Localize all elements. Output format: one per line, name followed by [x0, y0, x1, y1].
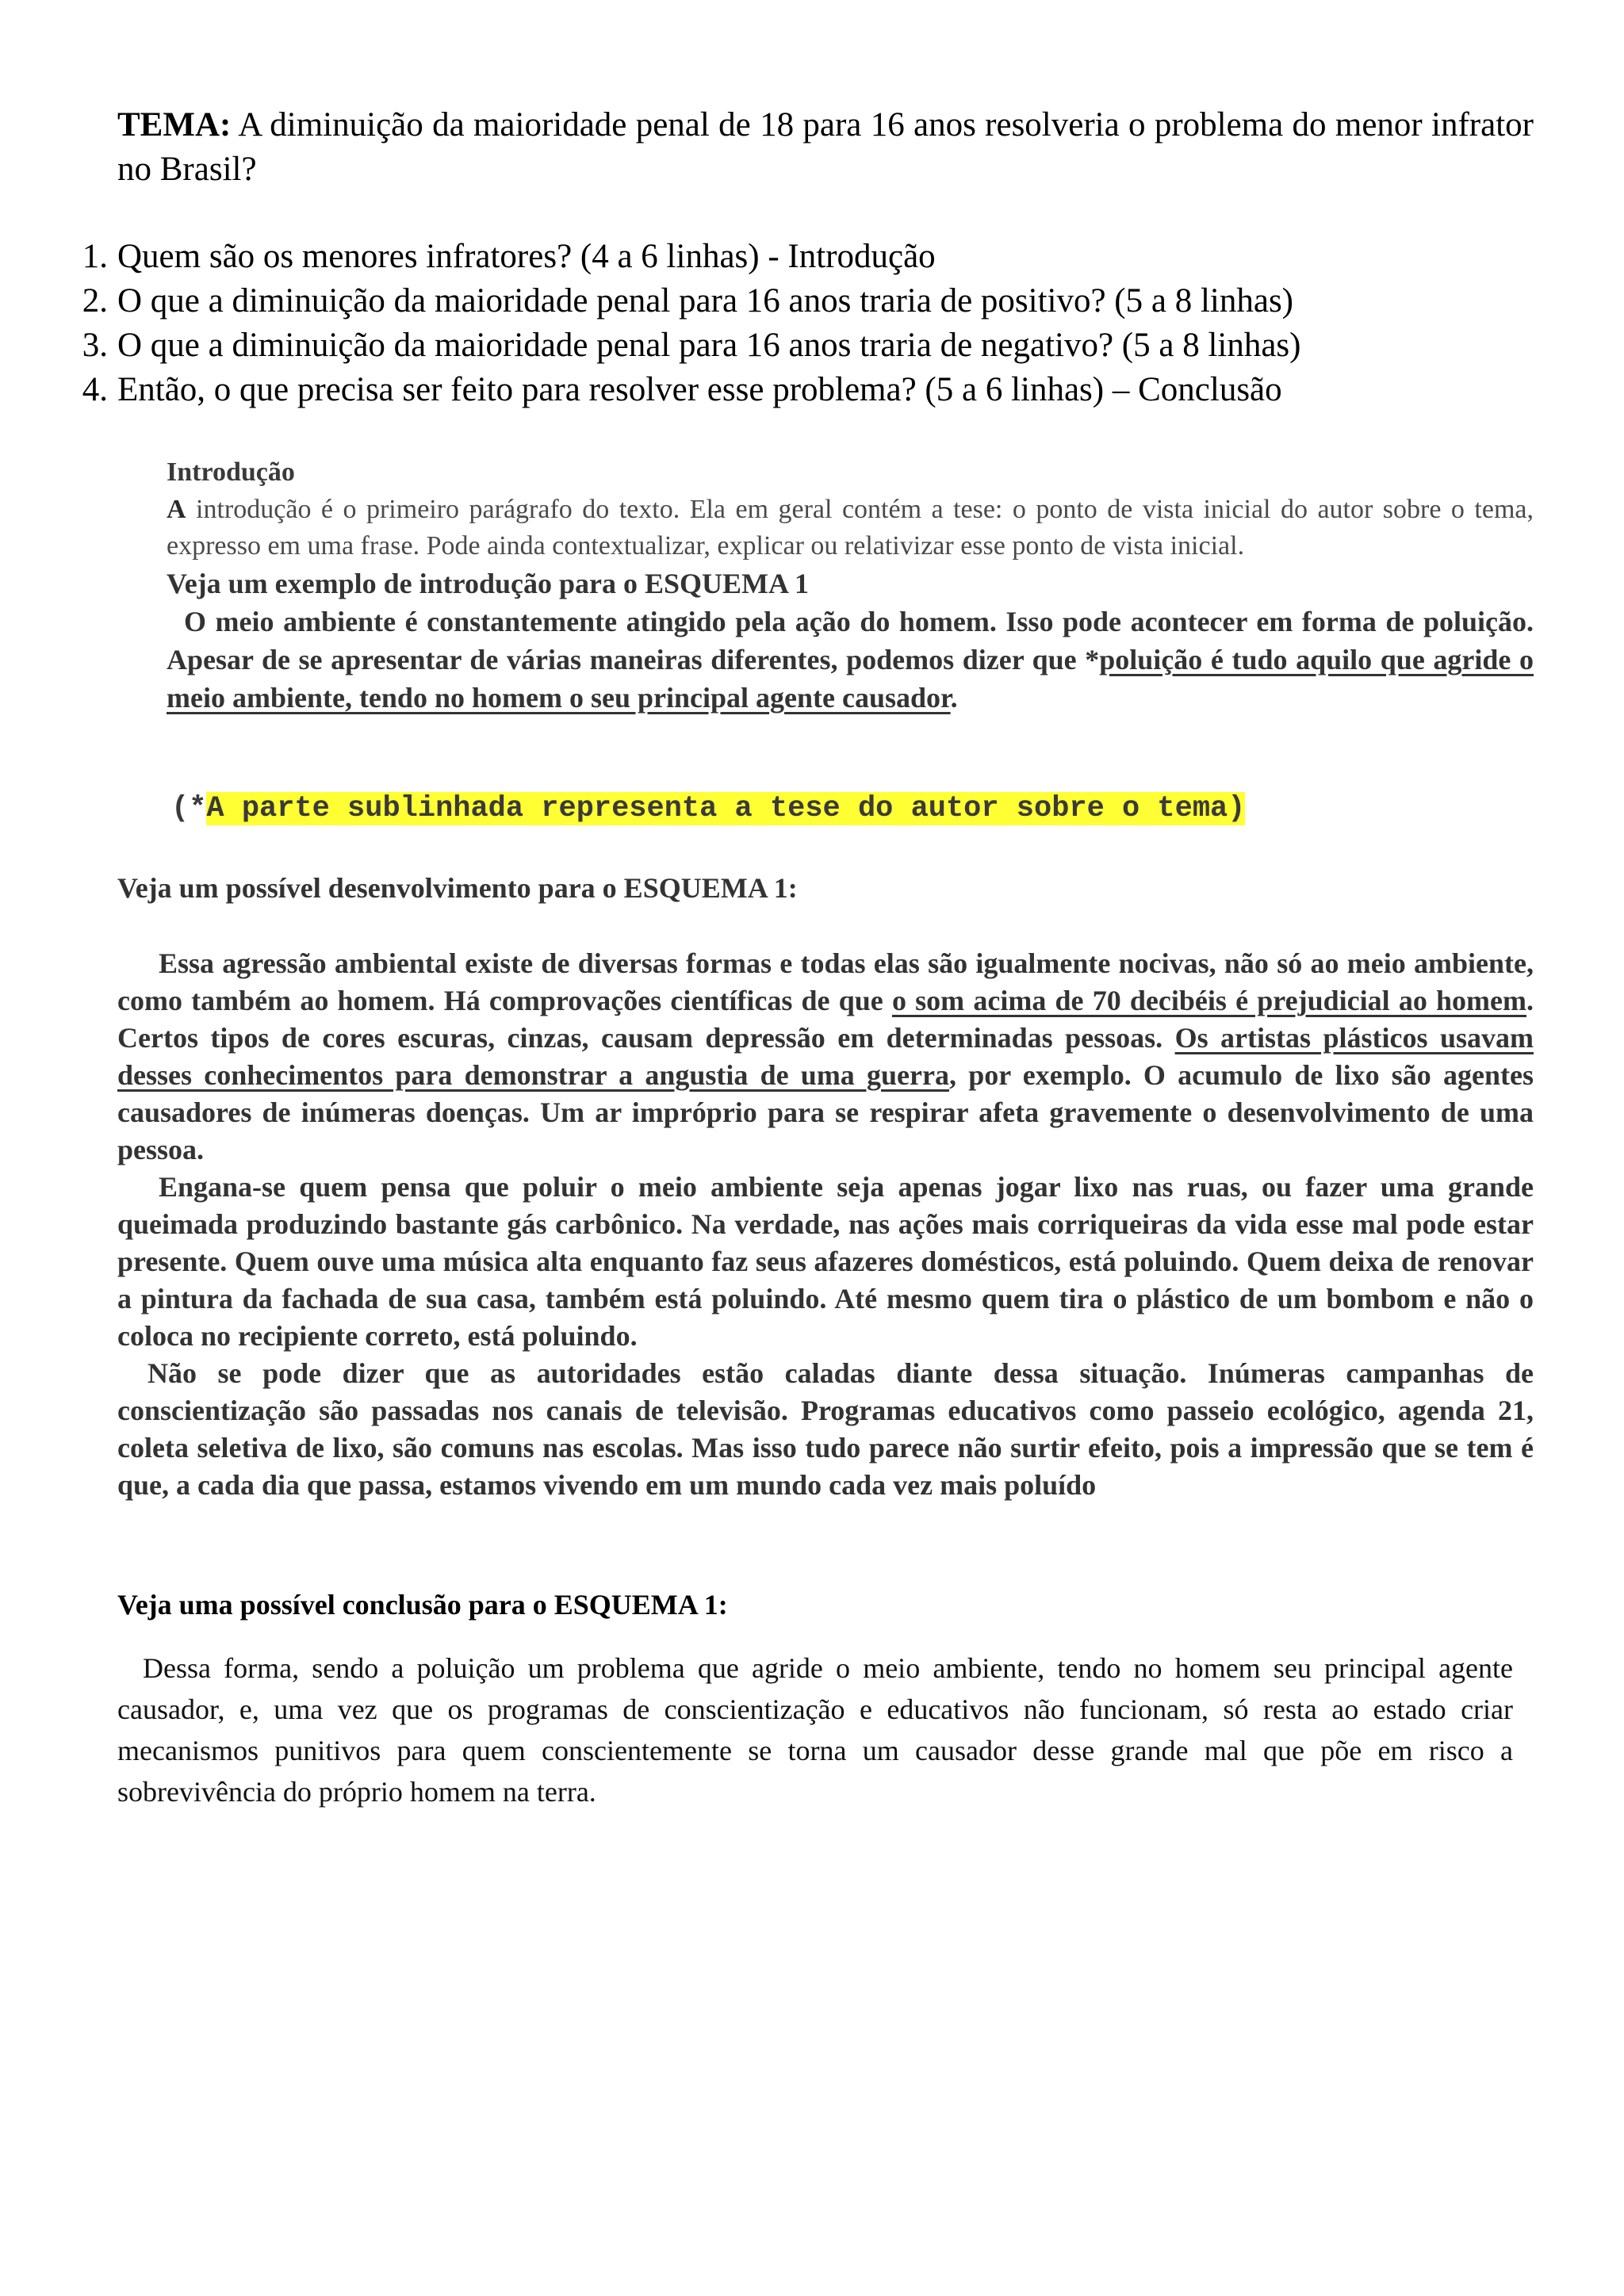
conclusion-title: Veja uma possível conclusão para o ESQUEMA 1: — [117, 1589, 728, 1621]
question-number: 1. — [82, 238, 108, 275]
question-item — [63, 279, 1554, 323]
question-text: O que a diminuição da maioridade penal para 16 anos traria de negativo? (5 a 8 linhas) — [117, 327, 1301, 364]
example-text-after: . — [950, 682, 958, 714]
tema-label: TEMA: — [117, 106, 232, 144]
question-number: 2. — [82, 282, 108, 320]
note-highlight: A parte sublinhada representa a tese do autor sobre o tema) — [206, 792, 1246, 825]
question-item — [63, 323, 1554, 368]
intro-section — [167, 453, 1534, 717]
dev-p1-underline-2: Os artistas plásticos usavam desses conhecimentos para demonstrar a angustia de uma guerra — [117, 1022, 1534, 1091]
intro-text — [167, 492, 1534, 564]
conclusion-text: Dessa forma, sendo a poluição um problema que agride o meio ambiente, tendo no homem seu principal agente causador, e, uma vez que os programas de conscientização e educativos não funcionam, só resta ao estado criar mecanismos punitivos para quem conscientemente se torna um causador desse grande mal que põe em risco a sobrevivência do próprio homem na terra. — [117, 1652, 1513, 1808]
intro-title: Introdução — [167, 457, 295, 487]
dev-p1-underline-1: o som acima de 70 decibéis é prejudicial ao homem — [891, 985, 1526, 1016]
question-text: O que a diminuição da maioridade penal para 16 anos traria de positivo? (5 a 8 linhas) — [117, 282, 1293, 320]
question-number: 4. — [82, 371, 108, 408]
question-text: Então, o que precisa ser feito para resolver esse problema? (5 a 6 linhas) – Conclusão — [117, 371, 1282, 408]
development-title: Veja um possível desenvolvimento para o ESQUEMA 1: — [117, 872, 798, 904]
intro-body: introdução é o primeiro parágrafo do texto. Ela em geral contém a tese: o ponto de vista inicial do autor sobre o tema, expresso em uma frase. Pode ainda contextualizar, explicar ou relativizar esse ponto de vista inicial. — [167, 495, 1534, 561]
question-item — [63, 368, 1554, 412]
tema-text: A diminuição da maioridade penal de 18 para 16 anos resolveria o problema do menor infrator no Brasil? — [117, 106, 1534, 188]
tema-heading — [117, 103, 1534, 192]
dev-p1-text: , por exemplo. O acumulo de lixo são agentes causadores de inúmeras doenças. Um ar impróprio para se respirar afeta gravemente o desenvolvimento de uma pessoa. — [117, 1059, 1534, 1165]
thesis-note — [171, 790, 1245, 828]
development-paragraph-2: Engana-se quem pensa que poluir o meio ambiente seja apenas jogar lixo nas ruas, ou fazer uma grande queimada produzindo bastante gás carbônico. Na verdade, nas ações mais corriqueiras da vida esse mal pode estar presente. Quem ouve uma música alta enquanto faz seus afazeres domésticos, está poluindo. Quem deixa de renovar a pintura da fachada de sua casa, também está poluindo. Até mesmo quem tira o plástico de um bombom e não o coloca no recipiente correto, está poluindo. — [117, 1171, 1534, 1352]
example-thesis: poluição é tudo aquilo que agride o meio ambiente, tendo no homem o seu principal agente causador — [167, 644, 1534, 714]
dev-p1-text: . Certos tipos de cores escuras, cinzas, causam depressão em determinadas pessoas. — [117, 985, 1534, 1054]
dev-p1-text: Essa agressão ambiental existe de diversas formas e todas elas são igualmente nocivas, não só ao meio ambiente, como também ao homem. Há comprovações científicas de que — [117, 947, 1534, 1016]
intro-lead: A — [167, 495, 186, 524]
question-list — [63, 235, 1554, 412]
development-paragraph-3: Não se pode dizer que as autoridades estão caladas diante dessa situação. Inúmeras campanhas de conscientização são passadas nos canais de televisão. Programas educativos como passeio ecológico, agenda 21, coleta seletiva de lixo, são comuns nas escolas. Mas isso tudo parece não surtir efeito, pois a impressão que se tem é que, a cada dia que passa, estamos vivendo em um mundo cada vez mais poluído — [117, 1357, 1534, 1501]
development-section — [117, 945, 1534, 1504]
example-title: Veja um exemplo de introdução para o ESQUEMA 1 — [167, 568, 810, 599]
question-text: Quem são os menores infratores? (4 a 6 linhas) - Introdução — [117, 238, 936, 275]
question-item — [63, 235, 1554, 279]
example-text-before: O meio ambiente é constantemente atingido pela ação do homem. Isso pode acontecer em forma de poluição. Apesar de se apresentar de várias maneiras diferentes, podemos dizer que * — [167, 606, 1534, 675]
development-paragraph-1 — [117, 945, 1534, 1169]
example-text — [167, 603, 1534, 717]
note-prefix: (* — [171, 792, 207, 825]
question-number: 3. — [82, 327, 108, 364]
